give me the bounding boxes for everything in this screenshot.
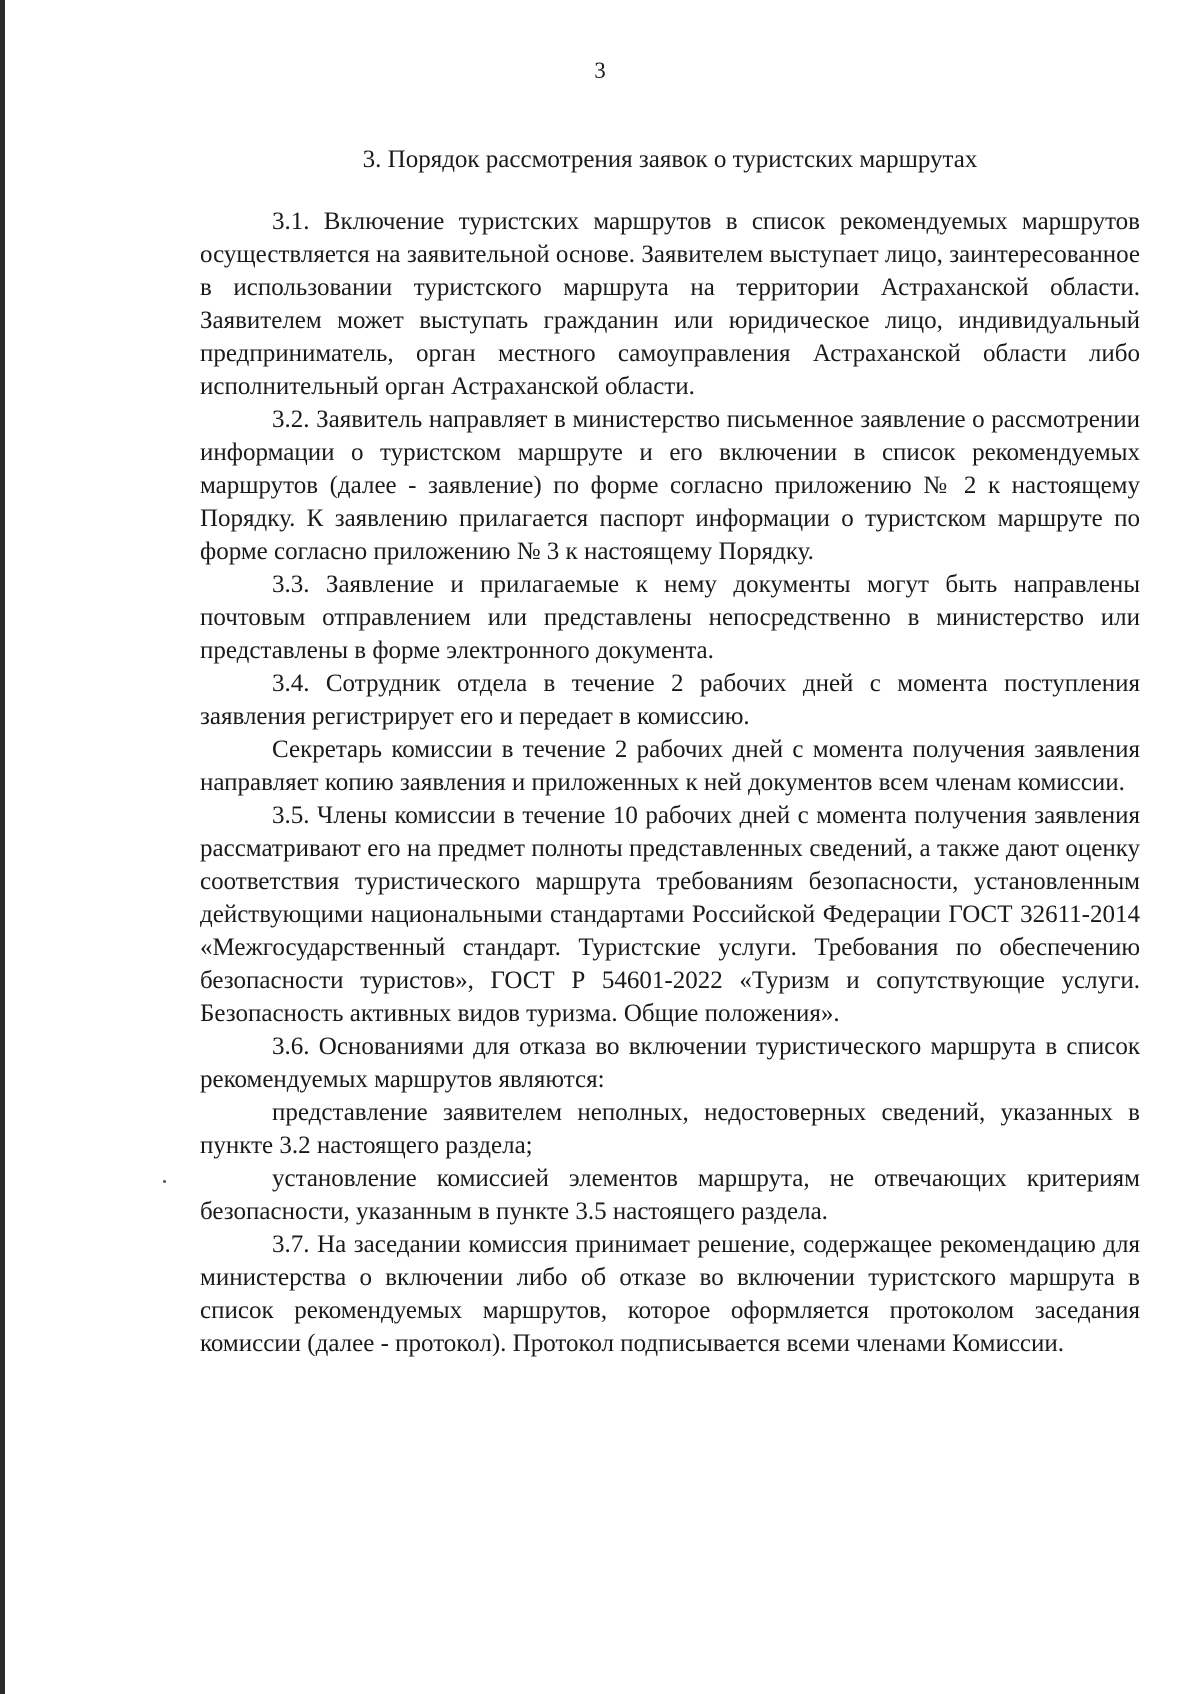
body-text — [200, 205, 1140, 1360]
paragraph-secretary: Секретарь комиссии в течение 2 рабочих дней с момента получения заявления направляет копию заявления и приложенных к ней документов всем членам комиссии. — [200, 736, 1140, 796]
section-title: 3. Порядок рассмотрения заявок о туристских маршрутах — [362, 146, 978, 173]
refusal-reason-1: представление заявителем неполных, недостоверных сведений, указанных в пункте 3.2 настоящего раздела; — [200, 1099, 1140, 1159]
paragraph-3-5: 3.5. Члены комиссии в течение 10 рабочих дней с момента получения заявления рассматривают его на предмет полноты представленных сведений, а также дают оценку соответствия туристического маршрута требованиям безопасности, установленным действующими национальными стандартами Российской Федерации ГОСТ 32611-2014 «Межгосударственный стандарт. Туристские услуги. Требования по обеспечению безопасности туристов», ГОСТ Р 54601-2022 «Туризм и сопутствующие услуги. Безопасность активных видов туризма. Общие положения». — [200, 802, 1140, 1027]
paragraph-3-4: 3.4. Сотрудник отдела в течение 2 рабочих дней с момента поступления заявления регистрирует его и передает в комиссию. — [200, 670, 1140, 730]
scan-speck — [163, 1180, 166, 1183]
paragraph-3-6: 3.6. Основаниями для отказа во включении туристического маршрута в список рекомендуемых маршрутов являются: — [200, 1033, 1140, 1093]
scan-left-edge — [0, 0, 5, 1694]
paragraph-3-3: 3.3. Заявление и прилагаемые к нему документы могут быть направлены почтовым отправлением или представлены непосредственно в министерство или представлены в форме электронного документа. — [200, 571, 1140, 664]
paragraph-3-2: 3.2. Заявитель направляет в министерство письменное заявление о рассмотрении информации о туристском маршруте и его включении в список рекомендуемых маршрутов (далее - заявление) по форме согласно приложению № 2 к настоящему Порядку. К заявлению прилагается паспорт информации о туристском маршруте по форме согласно приложению № 3 к настоящему Порядку. — [200, 406, 1140, 565]
paragraph-3-1: 3.1. Включение туристских маршрутов в список рекомендуемых маршрутов осуществляется на заявительной основе. Заявителем выступает лицо, заинтересованное в использовании туристского маршрута на территории Астраханской области. Заявителем может выступать гражданин или юридическое лицо, индивидуальный предприниматель, орган местного самоуправления Астраханской области либо исполнительный орган Астраханской области. — [200, 208, 1140, 400]
refusal-reason-2: установление комиссией элементов маршрута, не отвечающих критериям безопасности, указанным в пункте 3.5 настоящего раздела. — [200, 1165, 1140, 1225]
page-number: 3 — [594, 58, 606, 83]
paragraph-3-7: 3.7. На заседании комиссия принимает решение, содержащее рекомендацию для министерства о включении либо об отказе во включении туристского маршрута в список рекомендуемых маршрутов, которое оформляется протоколом заседания комиссии (далее - протокол). Протокол подписывается всеми членами Комиссии. — [200, 1231, 1140, 1357]
